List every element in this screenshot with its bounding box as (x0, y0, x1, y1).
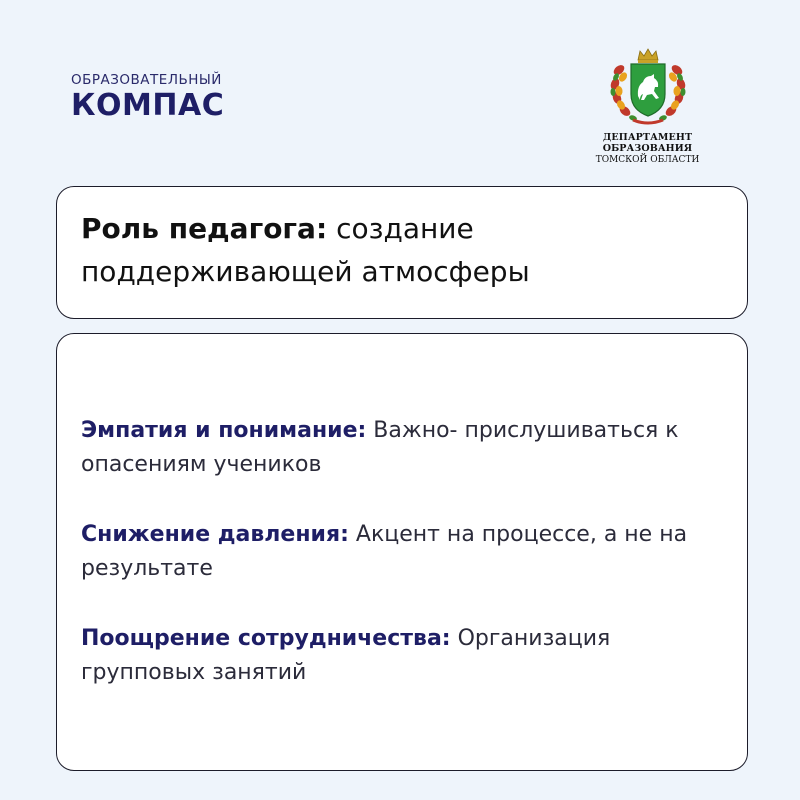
item-label: Снижение давления: (81, 522, 349, 547)
item-text: Акцент на процессе, а не на результате (81, 522, 688, 581)
list-item (81, 518, 723, 586)
tomsk-coat-of-arms-icon (607, 48, 689, 126)
department-name-line2: ТОМСКОЙ ОБЛАСТИ (595, 155, 700, 165)
heading-card (56, 186, 748, 319)
department-name-line1: ДЕПАРТАМЕНТ ОБРАЗОВАНИЯ (602, 132, 693, 154)
list-item (81, 414, 723, 482)
heading-text (81, 207, 723, 293)
item-text: Организация групповых занятий (81, 626, 611, 685)
brand-title: КОМПАС (71, 88, 225, 123)
list-item (81, 622, 723, 690)
department-logo (560, 48, 735, 165)
brand-logo (71, 72, 224, 123)
item-label: Поощрение сотрудничества: (81, 626, 451, 651)
brand-subtitle: ОБРАЗОВАТЕЛЬНЫЙ (71, 72, 222, 88)
heading-rest: создание поддерживающей атмосферы (81, 212, 530, 288)
heading-bold: Роль педагога: (81, 212, 328, 245)
content-card (56, 333, 748, 771)
item-text: Важно- прислушиваться к опасениям учеников (81, 418, 679, 477)
item-label: Эмпатия и понимание: (81, 418, 367, 443)
